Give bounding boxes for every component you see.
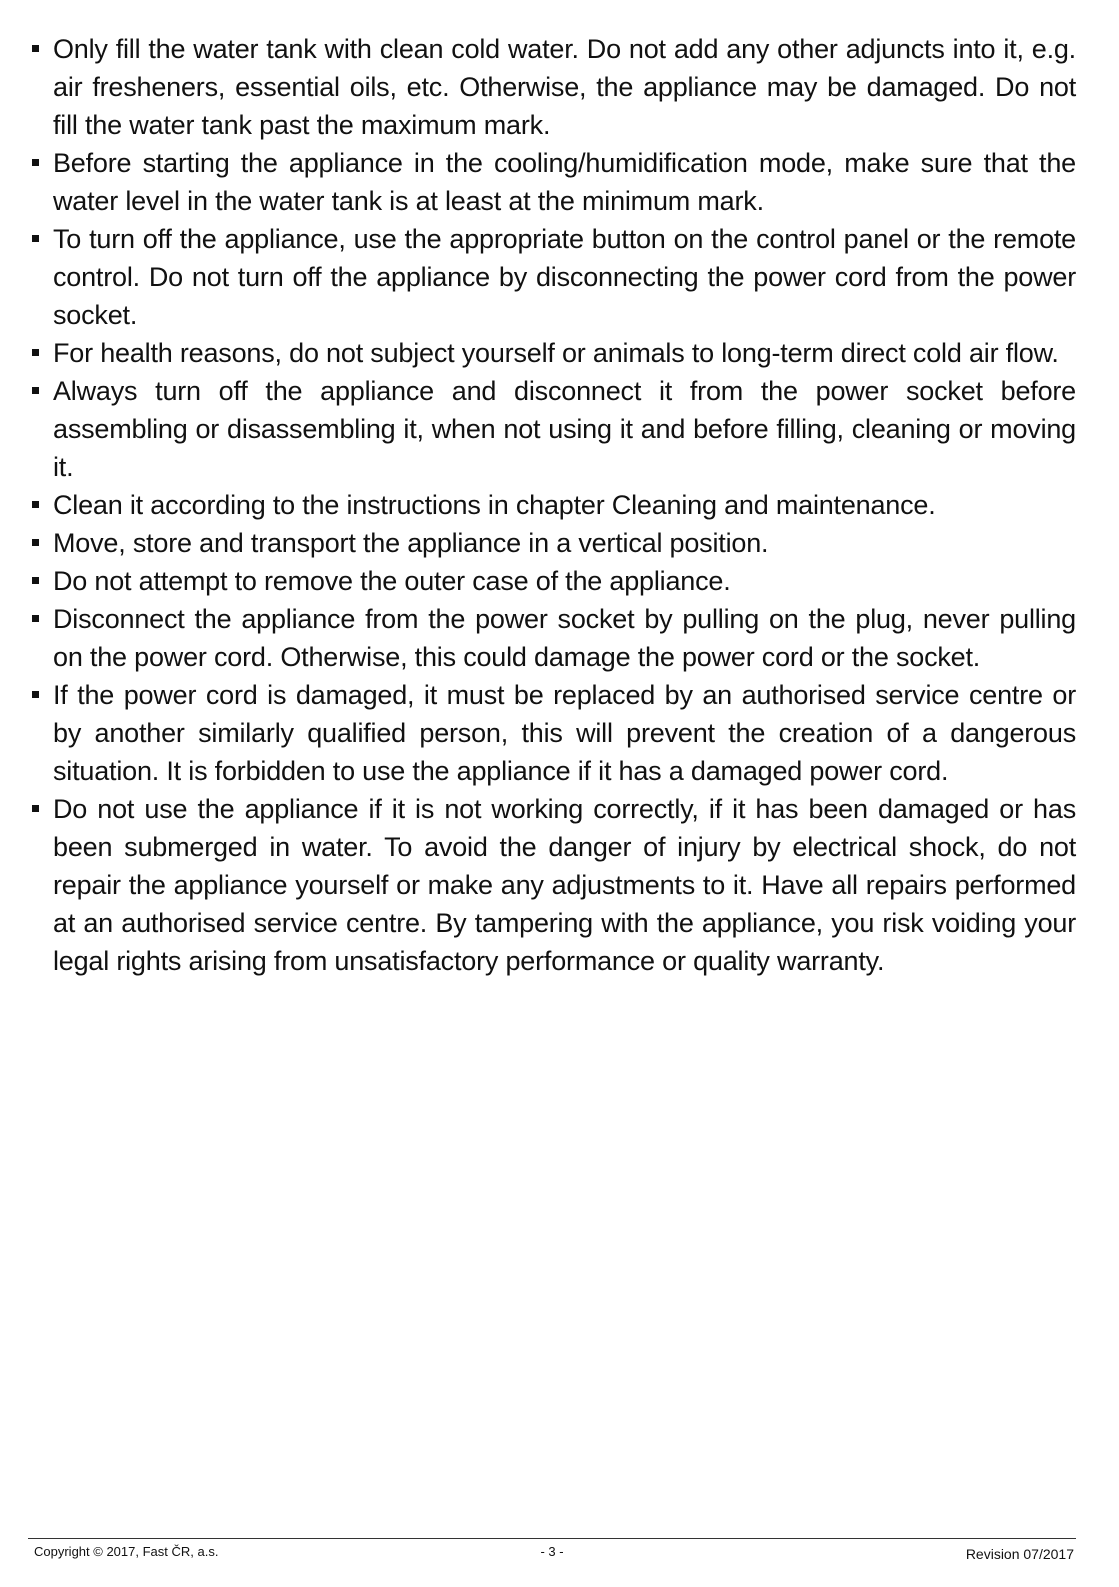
list-item (28, 562, 1076, 600)
list-item (28, 372, 1076, 486)
bullet-marker (32, 387, 39, 394)
list-item (28, 30, 1076, 144)
list-item (28, 524, 1076, 562)
list-item-text: If the power cord is damaged, it must be replaced by an authorised service centre or by another similarly qualified person, this will prevent the creation of a dangerous situation. It is forbidden to use the appliance if it has a damaged power cord. (53, 680, 1076, 786)
bullet-marker (32, 691, 39, 698)
list-item-text: Do not use the appliance if it is not working correctly, if it has been damaged or has been submerged in water. To avoid the danger of injury by electrical shock, do not repair the appliance yourself or make any adjustments to it. Have all repairs performed at an authorised service centre. By tampering with the appliance, you risk voiding your legal rights arising from unsatisfactory performance or quality warranty. (53, 794, 1076, 976)
bullet-marker (32, 45, 39, 52)
list-item-text: Only fill the water tank with clean cold water. Do not add any other adjuncts into it, e.g. air fresheners, essential oils, etc. Otherwise, the appliance may be damaged. Do not fill the water tank past the maximum mark. (53, 34, 1076, 140)
list-item-text: For health reasons, do not subject yourself or animals to long-term direct cold air flow. (53, 338, 1059, 368)
safety-instructions (28, 30, 1076, 980)
page-footer (28, 1538, 1076, 1569)
page-number: - 3 - (540, 1544, 564, 1559)
list-item-text: Move, store and transport the appliance in a vertical position. (53, 528, 769, 558)
list-item-text: Before starting the appliance in the cooling/humidification mode, make sure that the water level in the water tank is at least at the minimum mark. (53, 148, 1076, 216)
list-item-text: Disconnect the appliance from the power socket by pulling on the plug, never pulling on the power cord. Otherwise, this could damage the power cord or the socket. (53, 604, 1076, 672)
bullet-marker (32, 805, 39, 812)
list-item (28, 486, 1076, 524)
revision-text: Revision 07/2017 (965, 1546, 1074, 1562)
list-item-text: Always turn off the appliance and disconnect it from the power socket before assembling or disassembling it, when not using it and before filling, cleaning or moving it. (53, 376, 1076, 482)
list-item (28, 600, 1076, 676)
list-item (28, 220, 1076, 334)
list-item-text: To turn off the appliance, use the appropriate button on the control panel or the remote control. Do not turn off the appliance by disconnecting the power cord from the power socket. (53, 224, 1076, 330)
bullet-marker (32, 159, 39, 166)
bullet-marker (32, 235, 39, 242)
bullet-marker (32, 615, 39, 622)
bullet-marker (32, 501, 39, 508)
list-item (28, 790, 1076, 980)
bullet-marker (32, 349, 39, 356)
bullet-list (28, 30, 1076, 980)
list-item (28, 144, 1076, 220)
list-item (28, 334, 1076, 372)
bullet-marker (32, 539, 39, 546)
copyright-text: Copyright © 2017, Fast ČR, a.s. (34, 1544, 219, 1559)
list-item (28, 676, 1076, 790)
bullet-marker (32, 577, 39, 584)
list-item-text: Clean it according to the instructions in chapter Cleaning and maintenance. (53, 490, 936, 520)
list-item-text: Do not attempt to remove the outer case of the appliance. (53, 566, 731, 596)
